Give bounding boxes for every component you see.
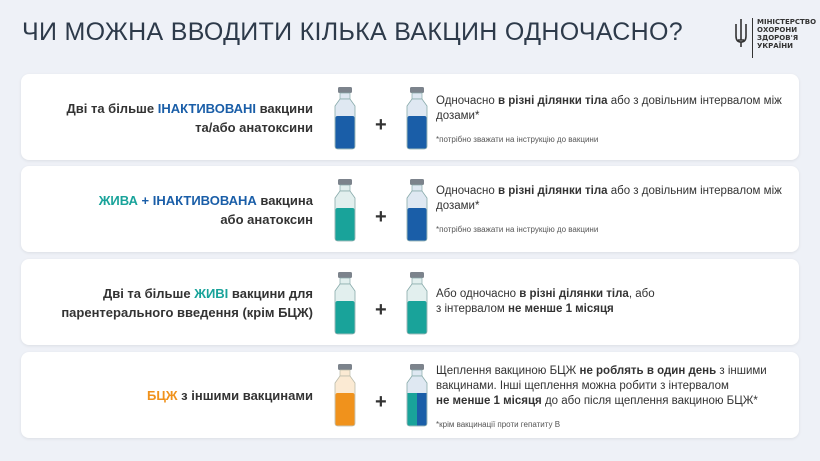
plus-icon: + <box>375 299 387 321</box>
page-title: ЧИ МОЖНА ВВОДИТИ КІЛЬКА ВАКЦИН ОДНОЧАСНО? <box>22 18 683 46</box>
vial-inactivated <box>403 178 431 242</box>
row-live-live <box>21 259 799 345</box>
vials-pair <box>331 271 431 341</box>
vial-inactivated <box>331 86 359 150</box>
vial-bcg <box>331 363 359 427</box>
row-description: Або одночасно в різні ділянки тіла, або з інтервалом не менше 1 місяця <box>436 288 655 315</box>
plus-icon: + <box>375 206 387 228</box>
vial-live <box>331 178 359 242</box>
footnote: *потрібно зважати на інструкцію до вакцини <box>436 225 599 234</box>
row-label: Дві та більше ІНАКТИВОВАНІ вакцини та/або анатоксини <box>66 101 313 135</box>
vials-pair <box>331 178 431 248</box>
row-label: Дві та більше ЖИВІ вакцини для парентерального введення (крім БЦЖ) <box>61 286 313 320</box>
vials-pair <box>331 86 431 156</box>
row-inactivated <box>21 74 799 160</box>
footnote: *крім вакцинації проти гепатиту В <box>436 420 561 429</box>
row-live-inactivated <box>21 166 799 252</box>
vial-mixed <box>403 363 431 427</box>
row-description: Одночасно в різні ділянки тіла або з довільним інтервалом між дозами* *потрібно зважати на інструкцію до вакцини <box>436 184 786 237</box>
footnote: *потрібно зважати на інструкцію до вакцини <box>436 135 599 144</box>
row-label: БЦЖ з іншими вакцинами <box>146 388 313 403</box>
plus-icon: + <box>375 391 387 413</box>
trident-icon <box>734 18 748 48</box>
row-description: Щеплення вакциною БЦЖ не роблять в один день з іншими вакцинами. Інші щеплення можна робити з інтервалом не менше 1 місяця до або після щеплення вакциною БЦЖ* *крім вакцинації проти гепатиту В <box>436 364 786 432</box>
vial-inactivated <box>403 86 431 150</box>
vials-pair <box>331 363 431 433</box>
row-label: ЖИВА + ІНАКТИВОВАНА вакцина або анатоксин <box>98 193 313 227</box>
ministry-logo <box>734 18 816 58</box>
ministry-name: МІНІСТЕРСТВО ОХОРОНИ ЗДОРОВ'Я УКРАЇНИ <box>757 18 817 50</box>
row-description: Одночасно в різні ділянки тіла або з довільним інтервалом між дозами* *потрібно зважати на інструкцію до вакцини <box>436 94 786 147</box>
row-bcg <box>21 352 799 438</box>
plus-icon: + <box>375 114 387 136</box>
vial-live <box>403 271 431 335</box>
vial-live <box>331 271 359 335</box>
